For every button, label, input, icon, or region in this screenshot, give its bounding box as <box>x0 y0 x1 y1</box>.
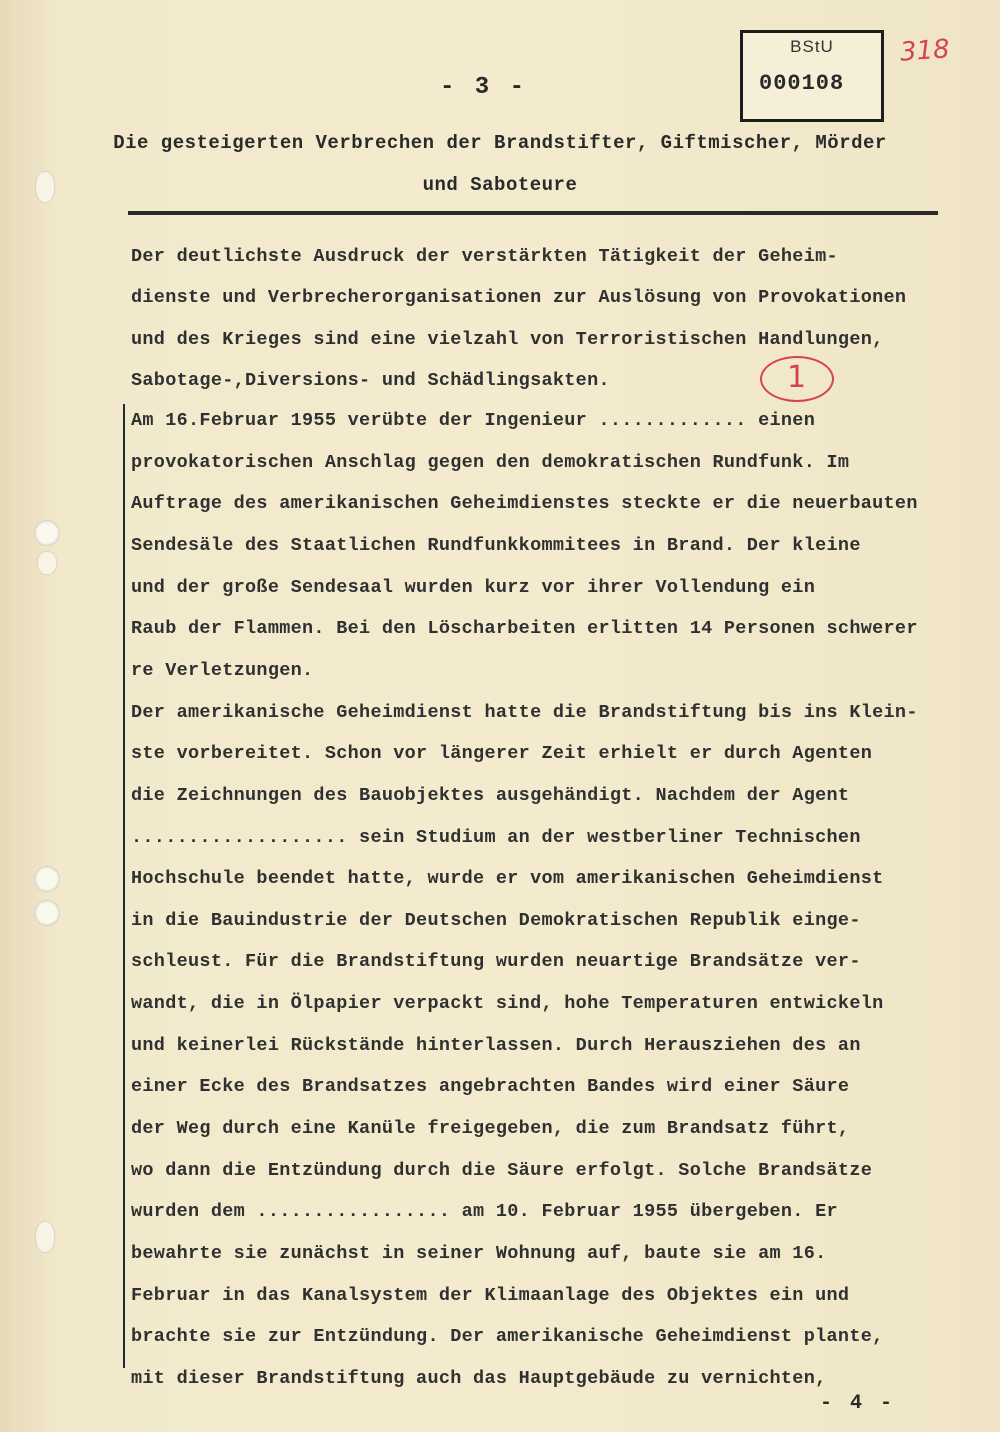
text-line: Hochschule beendet hatte, wurde er vom amerikanischen Geheimdienst <box>131 868 884 890</box>
page-number: - 3 - <box>440 74 528 101</box>
margin-marker-line <box>123 404 125 1368</box>
margin-annotation-number: 1 <box>787 360 807 395</box>
punch-hole-lower <box>34 866 60 892</box>
text-line: ................... sein Studium an der westberliner Technischen <box>131 826 861 848</box>
next-page-marker: - 4 - <box>820 1392 896 1415</box>
text-line: schleust. Für die Brandstiftung wurden neuartige Brandsätze ver- <box>131 951 861 973</box>
text-line: die Zeichnungen des Bauobjektes ausgehändigt. Nachdem der Agent <box>131 784 850 806</box>
text-line: der Weg durch eine Kanüle freigegeben, die zum Brandsatz führt, <box>131 1118 850 1140</box>
title-line-1: Die gesteigerten Verbrechen der Brandstifter, Giftmischer, Mörder <box>113 132 887 154</box>
stamp-number: 000108 <box>759 71 845 96</box>
text-line: Am 16.Februar 1955 verübte der Ingenieur ............. einen <box>131 410 816 431</box>
archive-stamp <box>740 30 884 122</box>
text-line: bewahrte sie zunächst in seiner Wohnung auf, baute sie am 16. <box>131 1243 827 1264</box>
stamp-label: BStU <box>790 37 834 56</box>
text-line: und keinerlei Rückstände hinterlassen. Durch Herausziehen des an <box>131 1034 861 1056</box>
handwritten-page-number: 318 <box>899 34 951 68</box>
text-line: Februar in das Kanalsystem der Klimaanlage des Objektes ein und <box>131 1284 850 1306</box>
punch-hole-upper <box>34 520 60 546</box>
punch-mark-upper <box>38 552 56 574</box>
text-line: re Verletzungen. <box>131 659 314 681</box>
text-line: und der große Sendesaal wurden kurz vor ihrer Vollendung ein <box>131 576 816 598</box>
text-line: Raub der Flammen. Bei den Löscharbeiten erlitten 14 Personen schwerer <box>131 618 918 640</box>
text-line: und des Krieges sind eine vielzahl von Terroristischen Handlungen, <box>131 328 884 350</box>
text-line: provokatorischen Anschlag gegen den demokratischen Rundfunk. Im <box>131 451 850 473</box>
punch-mark-bottom <box>36 1222 54 1252</box>
text-line: brachte sie zur Entzündung. Der amerikanische Geheimdienst plante, <box>131 1326 884 1348</box>
text-line: Auftrage des amerikanischen Geheimdienstes steckte er die neuerbauten <box>131 493 918 515</box>
text-line: einer Ecke des Brandsatzes angebrachten Bandes wird einer Säure <box>131 1076 850 1098</box>
text-line: Der deutlichste Ausdruck der verstärkten Tätigkeit der Geheim- <box>131 246 838 267</box>
punch-hole-lower-2 <box>34 900 60 926</box>
text-line: in die Bauindustrie der Deutschen Demokratischen Republik einge- <box>131 909 861 931</box>
text-line: wandt, die in Ölpapier verpackt sind, hohe Temperaturen entwickeln <box>131 993 884 1015</box>
text-line: ste vorbereitet. Schon vor längerer Zeit erhielt er durch Agenten <box>131 743 873 765</box>
text-line: Sendesäle des Staatlichen Rundfunkkommitees in Brand. Der kleine <box>131 534 861 556</box>
text-line: mit dieser Brandstiftung auch das Hauptgebäude zu vernichten, <box>131 1367 827 1389</box>
text-line: dienste und Verbrecherorganisationen zur Auslösung von Provokationen <box>131 287 907 309</box>
text-line: Der amerikanische Geheimdienst hatte die Brandstiftung bis ins Klein- <box>131 701 918 723</box>
text-line: wo dann die Entzündung durch die Säure erfolgt. Solche Brandsätze <box>131 1159 873 1181</box>
text-line: Sabotage-,Diversions- und Schädlingsakten. <box>131 369 610 391</box>
text-line: wurden dem ................. am 10. Februar 1955 übergeben. Er <box>131 1201 838 1223</box>
title-line-2: und Saboteure <box>422 174 578 196</box>
title-underline <box>128 211 938 215</box>
